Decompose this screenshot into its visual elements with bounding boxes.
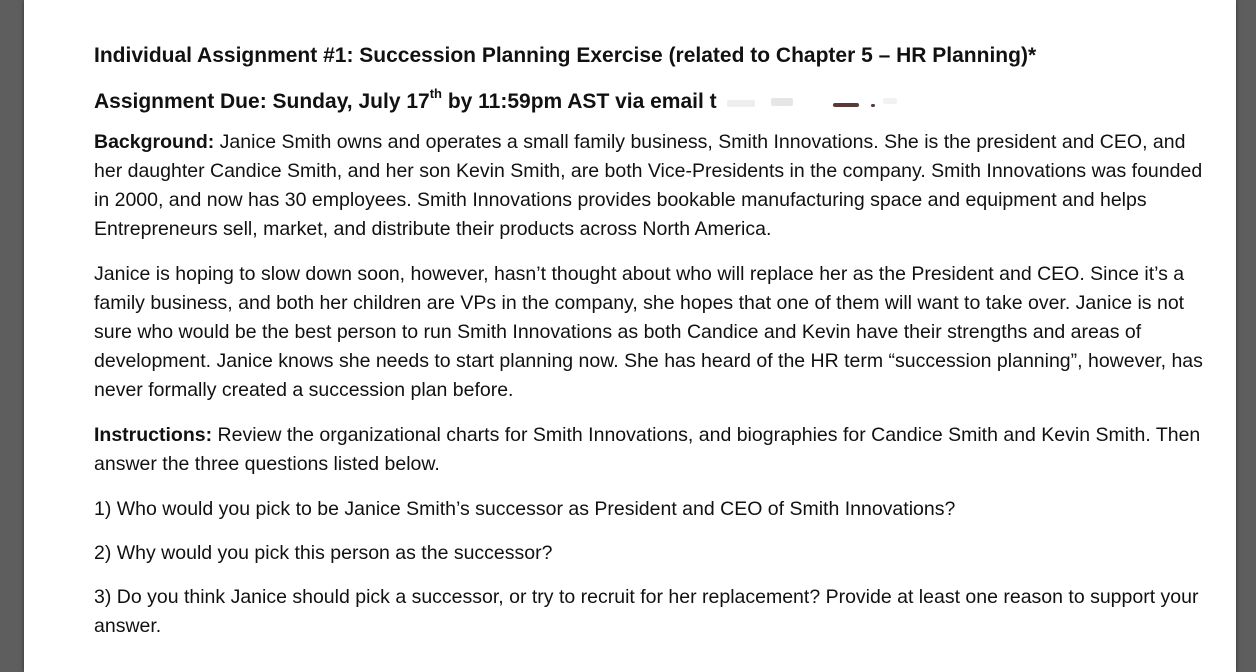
due-suffix: by 11:59pm AST via email t — [441, 90, 717, 113]
redacted-email — [723, 92, 903, 112]
due-superscript: th — [429, 86, 442, 101]
instructions-label: Instructions: — [94, 424, 213, 446]
due-prefix: Assignment Due: Sunday, July 17 — [94, 90, 430, 113]
question-3: 3) Do you think Janice should pick a successor, or try to recruit for her replacement? Provide at least one reason to support your answer. — [94, 586, 1199, 637]
background-label: Background: — [94, 131, 215, 153]
assignment-due-line — [94, 86, 1204, 118]
question-2: 2) Why would you pick this person as the successor? — [94, 542, 553, 564]
context-paragraph: Janice is hoping to slow down soon, however, hasn’t thought about who will replace her as the President and CEO. Since it’s a family business, and both her children are VPs in the company, she hopes that one of them will want to take over. Janice is not sure who would be the best person to run Smith Innovations as both Candice and Kevin have their strengths and areas of development. Janice knows she needs to start planning now. She has heard of the HR term “succession planning”, however, has never formally created a succession plan before. — [94, 263, 1203, 401]
document-page — [24, 0, 1236, 672]
background-paragraph — [94, 128, 1204, 244]
instructions-paragraph — [94, 421, 1204, 479]
question-1: 1) Who would you pick to be Janice Smith’s successor as President and CEO of Smith Innovations? — [94, 498, 956, 520]
background-text: Janice Smith owns and operates a small family business, Smith Innovations. She is the president and CEO, and her daughter Candice Smith, and her son Kevin Smith, are both Vice-Presidents in the company. Smith Innovations was founded in 2000, and now has 30 employees. Smith Innovations provides bookable manufacturing space and equipment and helps Entrepreneurs sell, market, and distribute their products across North America. — [94, 131, 1203, 240]
page-content — [94, 40, 1204, 656]
assignment-title: Individual Assignment #1: Succession Planning Exercise (related to Chapter 5 – HR Planning)* — [94, 44, 1037, 67]
instructions-text: Review the organizational charts for Smith Innovations, and biographies for Candice Smith and Kevin Smith. Then answer the three questions listed below. — [94, 424, 1201, 475]
